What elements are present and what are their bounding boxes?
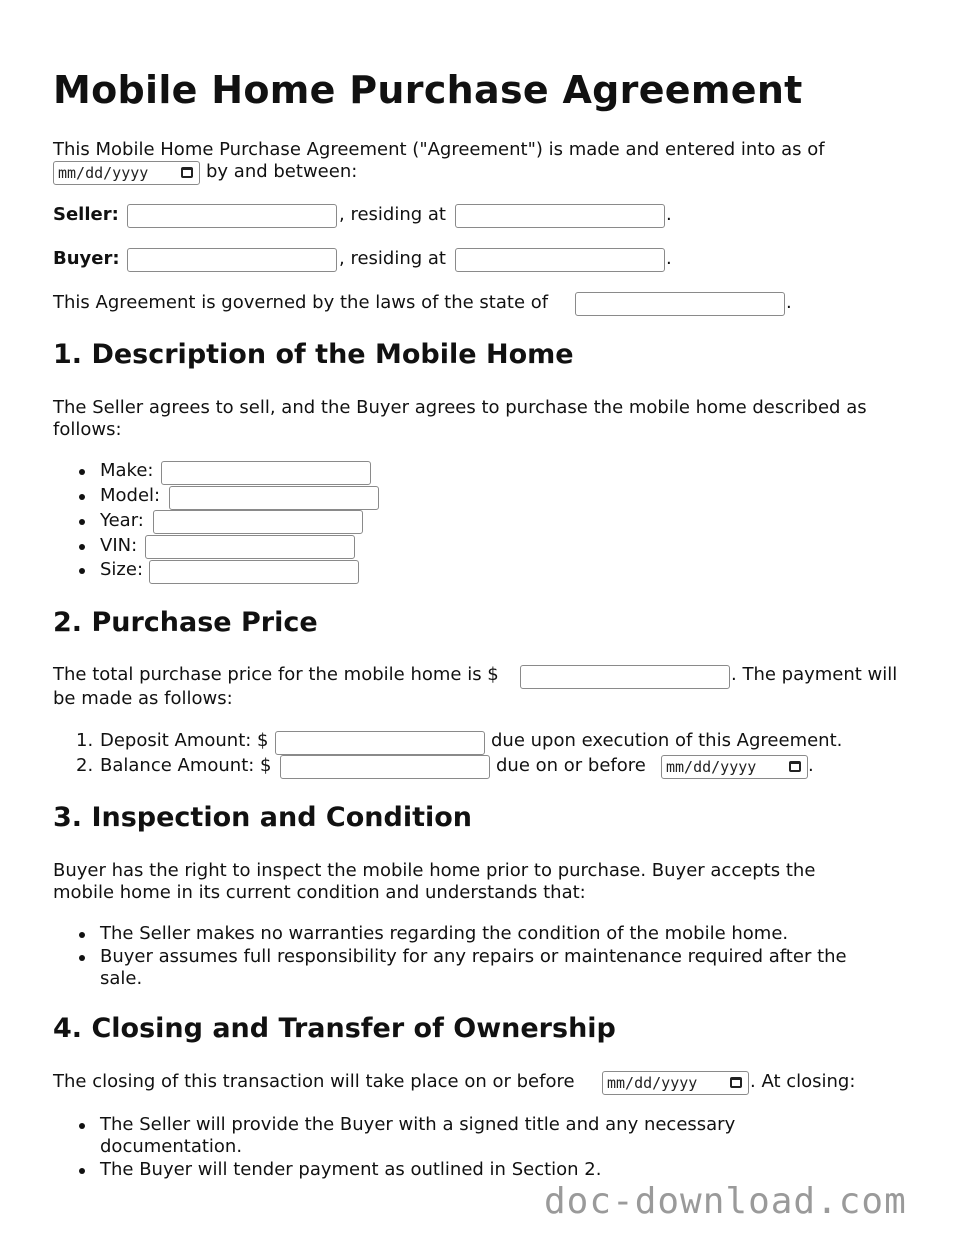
balance-label: Balance Amount: $ [100, 755, 272, 776]
model-input[interactable] [169, 486, 379, 510]
purchase-price-text: The total purchase price for the mobile home is $ [53, 664, 499, 685]
bullet [79, 544, 85, 550]
seller-period: . [666, 204, 672, 225]
calendar-icon[interactable] [181, 167, 193, 178]
date-placeholder: mm/dd/yyyy [58, 164, 149, 182]
closing-text-after: . At closing: [750, 1071, 856, 1092]
agreement-date-input[interactable] [53, 161, 200, 185]
deposit-amount-input[interactable] [275, 731, 485, 755]
purchase-price-text-after: . The payment will [731, 664, 898, 685]
closing-bullet-1: The Seller will provide the Buyer with a signed title and any necessary [100, 1114, 736, 1135]
make-input[interactable] [161, 461, 371, 485]
section-1-heading: 1. Description of the Mobile Home [53, 339, 574, 370]
size-input[interactable] [149, 560, 359, 584]
governing-period: . [786, 292, 792, 313]
section-3-heading: 3. Inspection and Condition [53, 802, 473, 833]
closing-date-input[interactable] [602, 1071, 749, 1095]
bullet [79, 568, 85, 574]
bullet [79, 494, 85, 500]
deposit-label: Deposit Amount: $ [100, 730, 269, 751]
buyer-name-input[interactable] [127, 248, 337, 272]
vin-label: VIN: [100, 535, 138, 556]
buyer-address-input[interactable] [455, 248, 665, 272]
balance-period: . [808, 755, 814, 776]
section-3-text: Buyer has the right to inspect the mobile home prior to purchase. Buyer accepts the [53, 860, 816, 881]
purchase-price-input[interactable] [520, 665, 730, 689]
balance-due-date-input[interactable] [661, 755, 808, 779]
condition-bullet-1: The Seller makes no warranties regarding the condition of the mobile home. [100, 923, 789, 944]
purchase-price-text-cont: be made as follows: [53, 688, 233, 709]
balance-number: 2. [76, 755, 94, 776]
intro-after-date: by and between: [206, 161, 358, 182]
balance-amount-input[interactable] [280, 755, 490, 779]
seller-label: Seller: [53, 204, 119, 225]
closing-bullet-2: The Buyer will tender payment as outlined in Section 2. [100, 1159, 602, 1180]
buyer-residing-label: , residing at [339, 248, 446, 269]
seller-residing-label: , residing at [339, 204, 446, 225]
buyer-label: Buyer: [53, 248, 120, 269]
deposit-after-text: due upon execution of this Agreement. [491, 730, 843, 751]
vin-input[interactable] [145, 535, 355, 559]
bullet [79, 469, 85, 475]
seller-address-input[interactable] [455, 204, 665, 228]
year-label: Year: [100, 510, 144, 531]
intro-text: This Mobile Home Purchase Agreement ("Agreement") is made and entered into as of [53, 139, 825, 160]
model-label: Model: [100, 485, 161, 506]
state-input[interactable] [575, 292, 785, 316]
make-label: Make: [100, 460, 154, 481]
bullet [79, 519, 85, 525]
governing-law-text: This Agreement is governed by the laws of the state of [53, 292, 549, 313]
size-label: Size: [100, 559, 144, 580]
balance-after-text: due on or before [496, 755, 646, 776]
bullet [79, 932, 85, 938]
seller-name-input[interactable] [127, 204, 337, 228]
section-3-text-cont: mobile home in its current condition and understands that: [53, 882, 586, 903]
calendar-icon[interactable] [789, 761, 801, 772]
section-4-heading: 4. Closing and Transfer of Ownership [53, 1013, 616, 1044]
closing-text: The closing of this transaction will take place on or before [53, 1071, 575, 1092]
closing-bullet-1-cont: documentation. [100, 1136, 243, 1157]
condition-bullet-2: Buyer assumes full responsibility for any repairs or maintenance required after the [100, 946, 847, 967]
date-placeholder: mm/dd/yyyy [666, 758, 757, 776]
bullet [79, 1168, 85, 1174]
bullet [79, 955, 85, 961]
page-title: Mobile Home Purchase Agreement [53, 68, 803, 112]
section-2-heading: 2. Purchase Price [53, 607, 318, 638]
buyer-period: . [666, 248, 672, 269]
condition-bullet-2-cont: sale. [100, 968, 143, 989]
date-placeholder: mm/dd/yyyy [607, 1074, 698, 1092]
year-input[interactable] [153, 510, 363, 534]
watermark: doc-download.com [544, 1181, 907, 1222]
bullet [79, 1123, 85, 1129]
calendar-icon[interactable] [730, 1077, 742, 1088]
section-1-text: The Seller agrees to sell, and the Buyer agrees to purchase the mobile home described as [53, 397, 867, 418]
deposit-number: 1. [76, 730, 94, 751]
section-1-text-cont: follows: [53, 419, 122, 440]
